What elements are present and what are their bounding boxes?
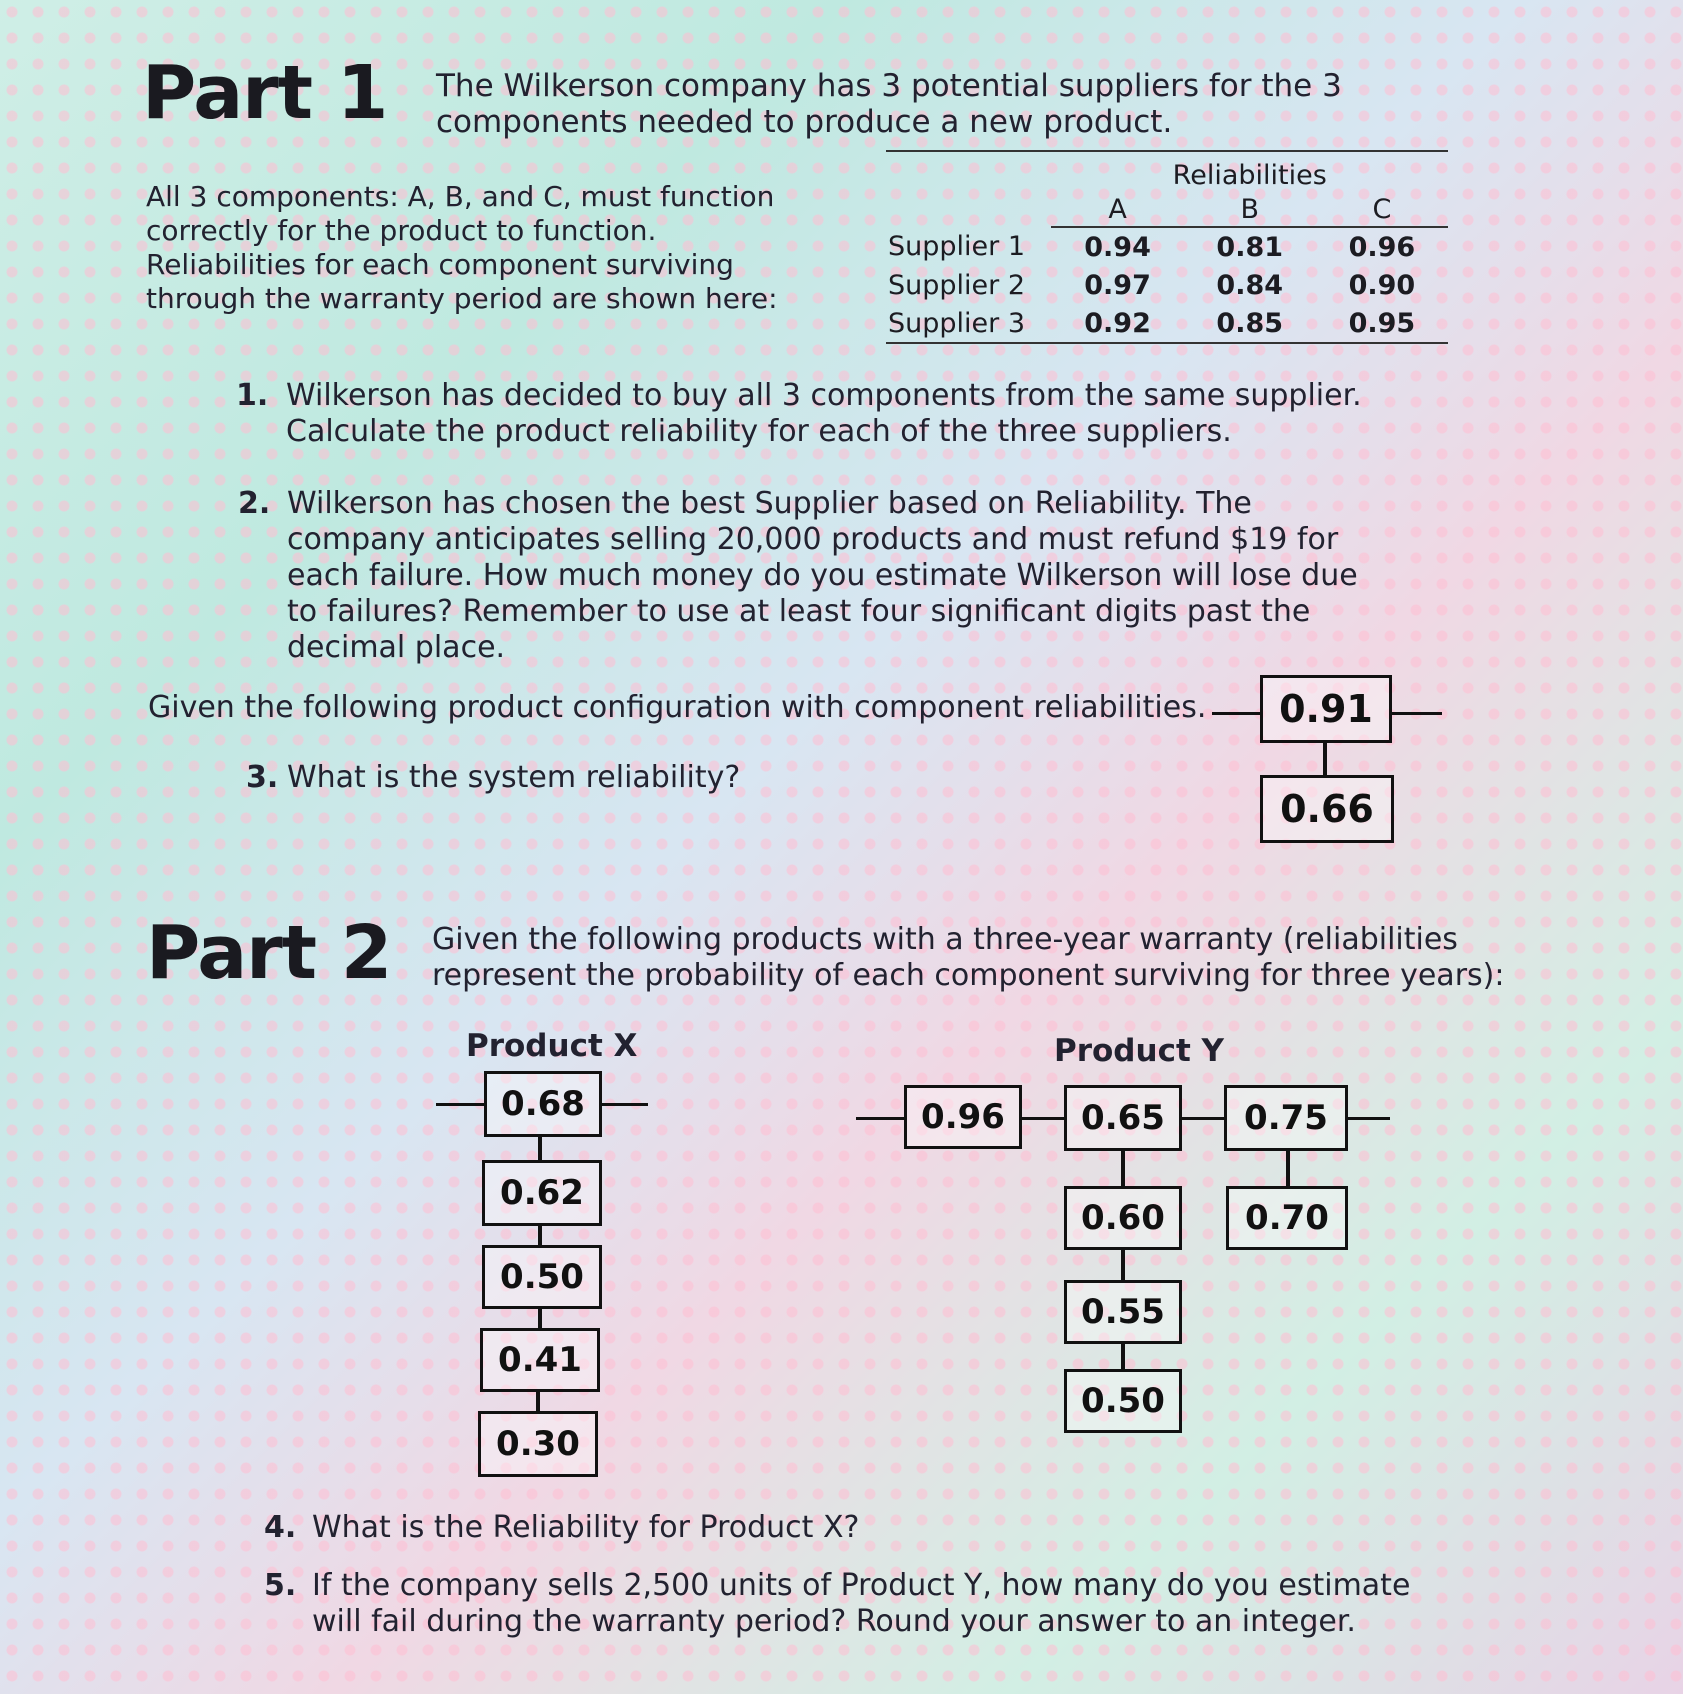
q3-number: 3. [246, 760, 279, 795]
table-col-b: B [1184, 192, 1316, 227]
product-y-label: Product Y [1054, 1033, 1225, 1069]
q3-text: What is the system reliability? [287, 760, 741, 795]
product-y-col1-box: 0.65 [1064, 1085, 1182, 1151]
table-cell-supplier: Supplier 2 [888, 269, 1026, 301]
table-row [886, 266, 1448, 304]
product-y-col1-box: 0.50 [1064, 1369, 1182, 1433]
product-x-box: 0.50 [482, 1245, 602, 1309]
reliability-table [886, 150, 1448, 344]
product-y-col2-box: 0.70 [1226, 1186, 1348, 1250]
product-y-col2-box: 0.75 [1224, 1085, 1348, 1151]
table-cell: 0.84 [1216, 269, 1284, 301]
table-row [886, 227, 1448, 266]
table-cell-supplier: Supplier 3 [888, 307, 1026, 339]
table-col-a: A [1051, 192, 1183, 227]
table-row [886, 304, 1448, 343]
part1-description: All 3 components: A, B, and C, must function correctly for the product to function. Reliabilities for each component surviving through the warranty period are shown here: [146, 180, 778, 315]
q5-number: 5. [264, 1568, 297, 1603]
table-cell: 0.92 [1084, 307, 1151, 339]
q1-number: 1. [236, 378, 269, 413]
table-cell: 0.95 [1348, 307, 1416, 339]
table-cell: 0.96 [1348, 231, 1416, 263]
product-x-box: 0.30 [478, 1411, 598, 1477]
table-cell: 0.90 [1348, 269, 1416, 301]
product-x-box: 0.68 [484, 1071, 602, 1137]
product-x-box: 0.62 [482, 1160, 602, 1226]
table-cell-supplier: Supplier 1 [888, 231, 1026, 262]
table-cell: 0.81 [1216, 231, 1284, 263]
q4-text: What is the Reliability for Product X? [312, 1510, 860, 1545]
config-box-top: 0.91 [1260, 675, 1392, 743]
table-cell: 0.85 [1216, 307, 1284, 339]
product-y-col1-box: 0.55 [1064, 1280, 1182, 1344]
q1-text: Wilkerson has decided to buy all 3 components from the same supplier. Calculate the product reliability for each of the three suppliers. [286, 378, 1362, 449]
product-x-label: Product X [466, 1028, 638, 1064]
table-cell: 0.94 [1084, 231, 1151, 263]
part1-title: Part 1 [142, 50, 388, 136]
product-y-series-box: 0.96 [904, 1085, 1022, 1149]
table-group-header: Reliabilities [1172, 159, 1327, 191]
reliability-table-wrap [886, 150, 1448, 344]
part2-intro: Given the following products with a three-year warranty (reliabilities represent the probability of each component surviving for three years): [432, 922, 1505, 993]
table-col-c: C [1316, 192, 1448, 227]
q2-text: Wilkerson has chosen the best Supplier based on Reliability. The company anticipates selling 20,000 products and must refund $19 for each failure. How much money do you estimate Wilkerson will lose due to failures? Remember to use at least four significant digits past the decimal place. [287, 486, 1358, 665]
config-intro: Given the following product configuration with component reliabilities. [148, 690, 1207, 725]
q5-text: If the company sells 2,500 units of Product Y, how many do you estimate will fail during the warranty period? Round your answer to an integer. [312, 1568, 1411, 1639]
product-x-box: 0.41 [480, 1328, 600, 1392]
product-y-col1-box: 0.60 [1064, 1186, 1182, 1250]
config-box-bottom: 0.66 [1260, 775, 1394, 843]
part1-intro: The Wilkerson company has 3 potential suppliers for the 3 components needed to produce a new product. [436, 68, 1342, 140]
q2-number: 2. [238, 486, 271, 521]
q4-number: 4. [264, 1510, 297, 1545]
part2-title: Part 2 [146, 910, 392, 996]
table-cell: 0.97 [1084, 269, 1151, 301]
